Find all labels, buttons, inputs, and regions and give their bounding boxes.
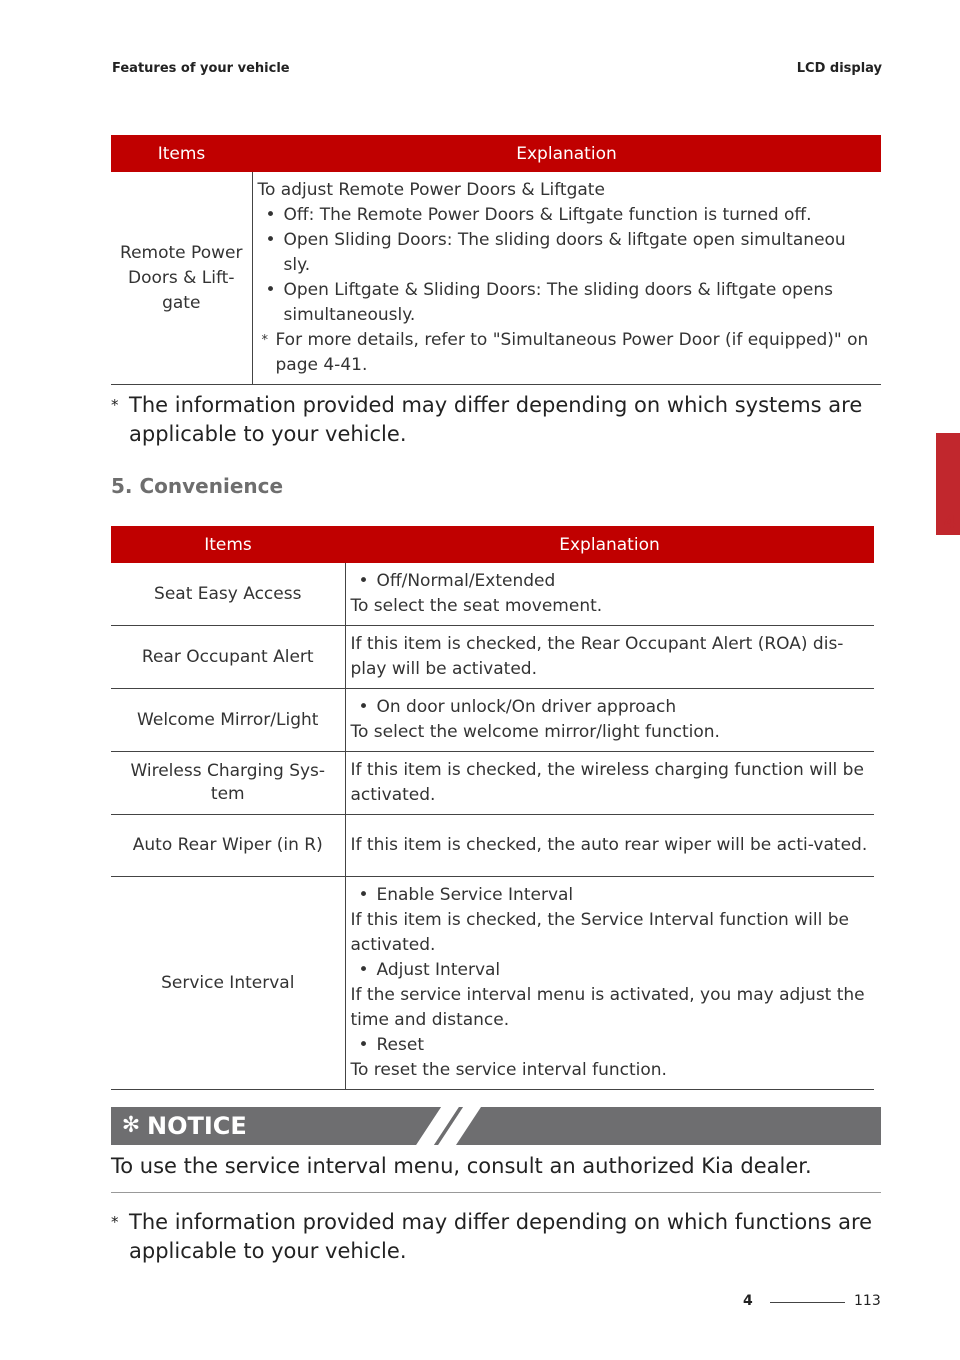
running-header-chapter: Features of your vehicle [112, 61, 290, 76]
footnote-text: The information provided may differ depending on which systems are applicable to your vehicle. [129, 393, 863, 446]
remote-doors-table [111, 135, 881, 385]
notice-text: To use the service interval menu, consult an authorized Kia dealer. [111, 1154, 812, 1178]
table-row [111, 752, 874, 815]
asterisk-icon: * [111, 396, 119, 414]
table-row [111, 172, 881, 385]
item-cell: Rear Occupant Alert [111, 626, 345, 689]
column-header-explanation: Explanation [345, 526, 874, 563]
explanation-text: If this item is checked, the Rear Occupant Alert (ROA) dis-play will be activated. [345, 626, 874, 689]
explanation-cell [345, 563, 874, 626]
notice-asterisk-icon: ✻ [121, 1113, 141, 1138]
explanation-cell [252, 172, 881, 385]
bullet-item: • Open Liftgate & Sliding Doors: The sliding doors & liftgate opens simultaneously. [258, 278, 876, 328]
explanation-cell [345, 877, 874, 1090]
convenience-table [111, 526, 874, 1090]
bullet-item: • Open Sliding Doors: The sliding doors & liftgate open simultaneou sly. [258, 228, 876, 278]
table-header-row [111, 135, 881, 172]
item-cell: Welcome Mirror/Light [111, 689, 345, 752]
explanation-text: To select the welcome mirror/light function. [350, 722, 720, 742]
footnote-systems [111, 391, 899, 449]
table-row [111, 626, 874, 689]
explanation-text: If this item is checked, the auto rear wiper will be acti-vated. [345, 815, 874, 877]
explanation-text: If this item is checked, the wireless charging function will be activated. [345, 752, 874, 815]
explanation-text: To reset the service interval function. [350, 1060, 667, 1080]
column-header-items: Items [111, 135, 252, 172]
explanation-cell [345, 689, 874, 752]
table-header-row [111, 526, 874, 563]
item-cell: Service Interval [111, 877, 345, 1090]
item-cell: Seat Easy Access [111, 563, 345, 626]
footnote-text: The information provided may differ depending on which functions are applicable to your vehicle. [129, 1210, 873, 1263]
bullet-item: • On door unlock/On driver approach [351, 695, 869, 720]
explanation-intro: To adjust Remote Power Doors & Liftgate [257, 180, 605, 200]
notice-title: NOTICE [147, 1112, 247, 1140]
table-row [111, 563, 874, 626]
bullet-item: • Adjust Interval [351, 958, 869, 983]
explanation-text: If this item is checked, the Service Interval function will be activated. [350, 910, 849, 955]
page-section-number: 4 [743, 1293, 753, 1309]
table-row [111, 877, 874, 1090]
explanation-text: To select the seat movement. [350, 596, 603, 616]
table-row [111, 689, 874, 752]
column-header-explanation: Explanation [252, 135, 881, 172]
running-header-topic: LCD display [796, 61, 882, 76]
bullet-item: • Off: The Remote Power Doors & Liftgate function is turned off. [258, 203, 876, 228]
page-number-divider [770, 1302, 845, 1303]
bullet-item: • Enable Service Interval [351, 883, 869, 908]
column-header-items: Items [111, 526, 345, 563]
item-cell: Remote Power Doors & Lift-gate [111, 172, 252, 385]
notice-divider [111, 1192, 881, 1193]
reference-note: * For more details, refer to "Simultaneous Power Door (if equipped)" on page 4-41. [258, 328, 876, 378]
bullet-item: • Off/Normal/Extended [351, 569, 869, 594]
table-row [111, 815, 874, 877]
section-title: 5. Convenience [111, 474, 284, 498]
page-number: 113 [854, 1293, 881, 1309]
item-cell: Wireless Charging Sys-tem [111, 752, 345, 815]
chapter-side-number: 4 [943, 512, 957, 533]
explanation-text: If the service interval menu is activated, you may adjust the time and distance. [350, 985, 865, 1030]
bullet-item: • Reset [351, 1033, 869, 1058]
asterisk-icon: * [111, 1213, 119, 1231]
footnote-functions [111, 1208, 899, 1266]
notice-banner [111, 1107, 881, 1145]
item-cell: Auto Rear Wiper (in R) [111, 815, 345, 877]
